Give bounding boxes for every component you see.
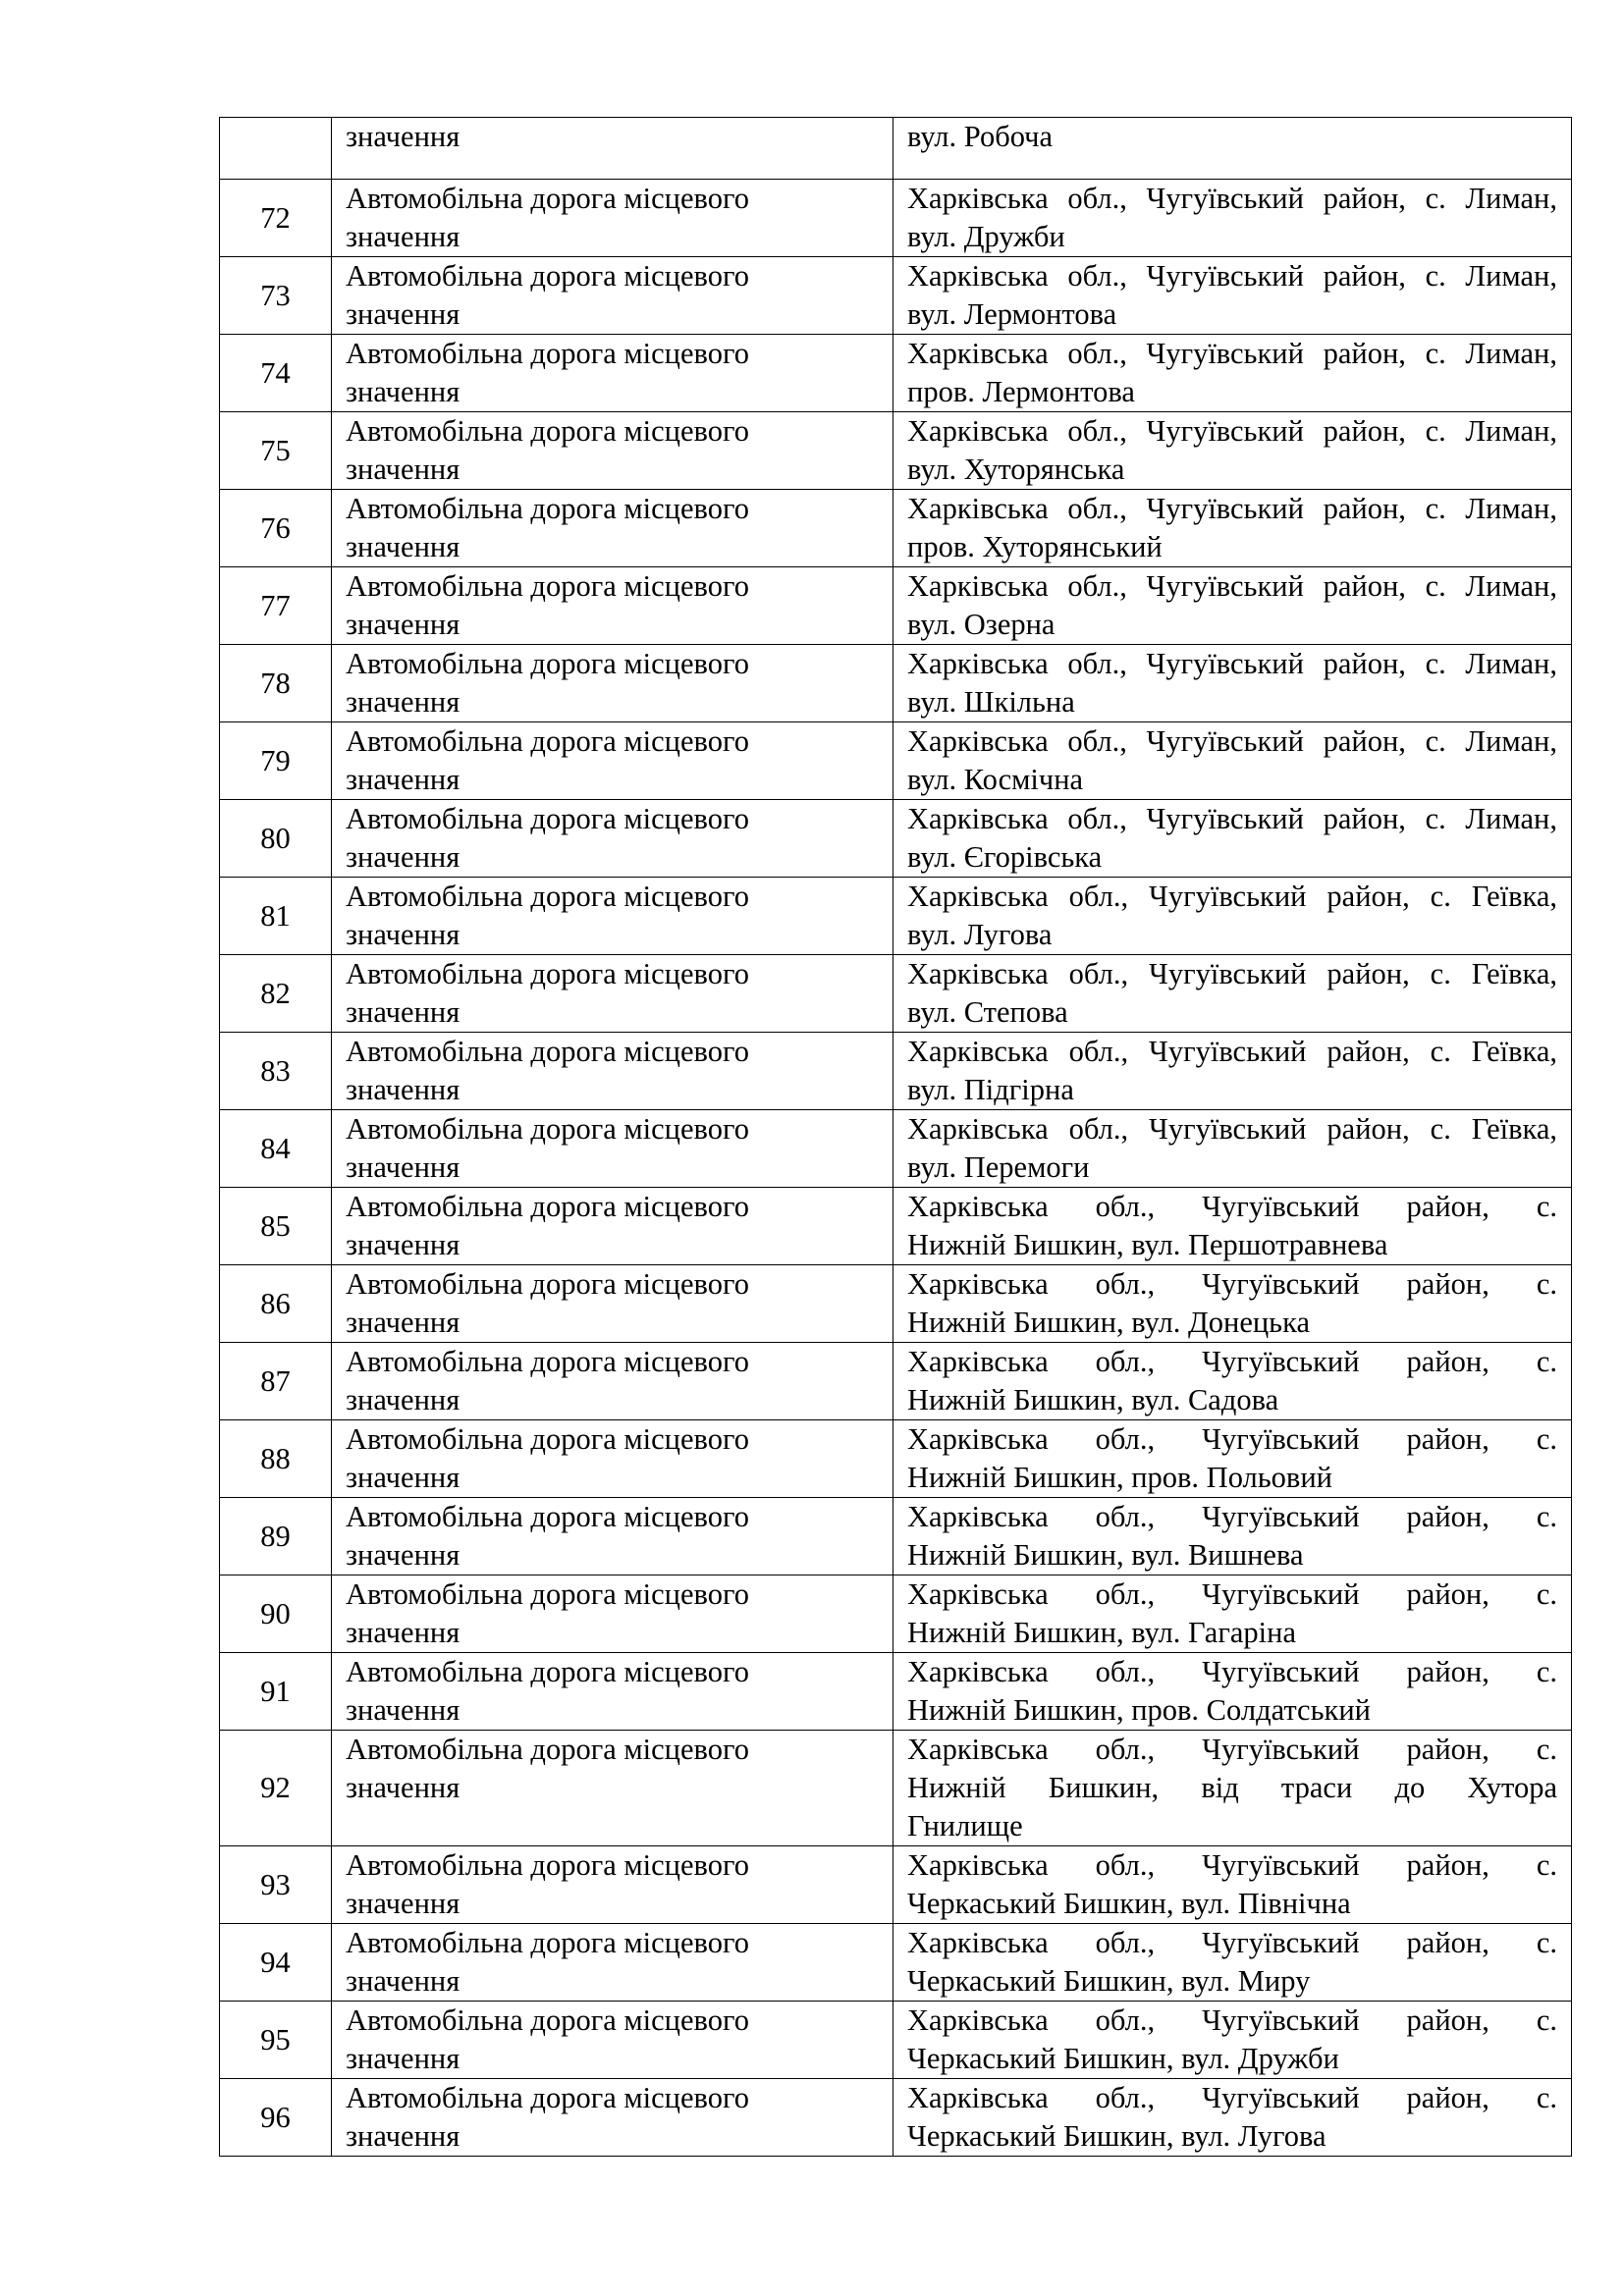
road-address-cell — [893, 1846, 1572, 1924]
address-line: Нижній Бишкин, вул. Гагаріна — [907, 1616, 1296, 1649]
address-line: Харківська обл., Чугуївський район, с. — [907, 1926, 1557, 1959]
road-address-cell — [893, 1343, 1572, 1420]
road-address-cell — [893, 955, 1572, 1033]
address-line: Харківська обл., Чугуївський район, с. Лиман, — [907, 802, 1557, 835]
road-name-line: Автомобільна дорога місцевого — [346, 2081, 749, 2114]
address-line: вул. Шкільна — [907, 685, 1075, 719]
road-name-line: значення — [346, 453, 460, 486]
road-name-line: значення — [346, 1771, 460, 1804]
road-address-cell — [893, 1575, 1572, 1653]
address-line: Харківська обл., Чугуївський район, с. Лиман, — [907, 337, 1557, 370]
table-row — [220, 722, 1572, 800]
address-line: вул. Дружби — [907, 220, 1065, 253]
table-row — [220, 2002, 1572, 2079]
address-line: Черкаський Бишкин, вул. Миру — [907, 1964, 1311, 1998]
road-name-line: Автомобільна дорога місцевого — [346, 492, 749, 525]
address-line: Харківська обл., Чугуївський район, с. — [907, 1345, 1557, 1378]
road-name-line: Автомобільна дорога місцевого — [346, 1655, 749, 1688]
road-name-line: Автомобільна дорога місцевого — [346, 1035, 749, 1068]
road-address-cell — [893, 180, 1572, 257]
table-row — [220, 1265, 1572, 1343]
road-name-cell — [332, 1265, 893, 1343]
road-name-cell — [332, 1653, 893, 1731]
road-name-line: Автомобільна дорога місцевого — [346, 802, 749, 835]
road-name-line: Автомобільна дорога місцевого — [346, 957, 749, 990]
table-row — [220, 800, 1572, 878]
road-name-cell — [332, 1731, 893, 1846]
road-name-line: значення — [346, 1538, 460, 1572]
row-number-cell: 92 — [220, 1731, 332, 1846]
address-line: Харківська обл., Чугуївський район, с. Геївка, — [907, 1035, 1557, 1068]
row-number-cell: 80 — [220, 800, 332, 878]
road-name-line: значення — [346, 1887, 460, 1920]
road-name-cell — [332, 1420, 893, 1498]
table-row — [220, 1731, 1572, 1846]
roads-table-body — [220, 118, 1572, 2157]
road-address-cell — [893, 1265, 1572, 1343]
table-row — [220, 1575, 1572, 1653]
road-name-line: значення — [346, 1616, 460, 1649]
address-line: вул. Підгірна — [907, 1073, 1074, 1106]
road-address-cell — [893, 645, 1572, 722]
road-name-cell — [332, 335, 893, 412]
address-line: Харківська обл., Чугуївський район, с. — [907, 2003, 1557, 2037]
row-number-cell: 86 — [220, 1265, 332, 1343]
table-row — [220, 335, 1572, 412]
address-line: Харківська обл., Чугуївський район, с. Лиман, — [907, 724, 1557, 758]
road-name-cell — [332, 1575, 893, 1653]
road-name-line: значення — [346, 840, 460, 874]
row-number-cell: 82 — [220, 955, 332, 1033]
table-row — [220, 180, 1572, 257]
address-line: Харківська обл., Чугуївський район, с. Лиман, — [907, 182, 1557, 215]
road-name-cell — [332, 955, 893, 1033]
road-name-cell — [332, 2002, 893, 2079]
road-name-line: значення — [346, 1693, 460, 1727]
address-line: Нижній Бишкин, вул. Садова — [907, 1383, 1279, 1416]
address-line: вул. Озерна — [907, 608, 1056, 641]
row-number-cell: 88 — [220, 1420, 332, 1498]
address-line: Харківська обл., Чугуївський район, с. Лиман, — [907, 569, 1557, 603]
road-name-line: значення — [346, 1073, 460, 1106]
row-number-cell: 81 — [220, 878, 332, 955]
row-number-cell: 74 — [220, 335, 332, 412]
address-line: Харківська обл., Чугуївський район, с. — [907, 1500, 1557, 1533]
road-address-cell — [893, 878, 1572, 955]
address-line: Черкаський Бишкин, вул. Лугова — [907, 2119, 1326, 2153]
row-number-cell: 72 — [220, 180, 332, 257]
table-row — [220, 878, 1572, 955]
road-address-cell — [893, 1731, 1572, 1846]
table-row — [220, 1188, 1572, 1265]
road-name-line: Автомобільна дорога місцевого — [346, 724, 749, 758]
road-name-line: значення — [346, 2119, 460, 2153]
table-row — [220, 1343, 1572, 1420]
road-name-cell — [332, 180, 893, 257]
address-line: Харківська обл., Чугуївський район, с. Лиман, — [907, 259, 1557, 293]
address-line: Нижній Бишкин, вул. Першотравнева — [907, 1228, 1388, 1261]
road-name-line: Автомобільна дорога місцевого — [346, 1267, 749, 1301]
address-line: Харківська обл., Чугуївський район, с. — [907, 1422, 1557, 1456]
road-name-line: значення — [346, 2042, 460, 2075]
address-line: Черкаський Бишкин, вул. Північна — [907, 1887, 1351, 1920]
road-address-cell — [893, 1498, 1572, 1575]
road-name-line: значення — [346, 685, 460, 719]
table-row — [220, 490, 1572, 567]
address-line: Нижній Бишкин, пров. Солдатський — [907, 1693, 1371, 1727]
road-name-line: Автомобільна дорога місцевого — [346, 1345, 749, 1378]
table-row — [220, 1110, 1572, 1188]
road-name-cell — [332, 412, 893, 490]
roads-table — [219, 117, 1572, 2157]
address-line: Харківська обл., Чугуївський район, с. — [907, 1577, 1557, 1611]
road-name-cell — [332, 1924, 893, 2002]
address-line: вул. Лугова — [907, 918, 1053, 951]
road-name-line: Автомобільна дорога місцевого — [346, 647, 749, 680]
address-line: Черкаський Бишкин, вул. Дружби — [907, 2042, 1339, 2075]
row-number-cell: 79 — [220, 722, 332, 800]
table-row — [220, 412, 1572, 490]
row-number-cell: 87 — [220, 1343, 332, 1420]
road-name-line: значення — [346, 530, 460, 563]
road-address-cell — [893, 490, 1572, 567]
table-row — [220, 955, 1572, 1033]
road-name-line: значення — [346, 375, 460, 408]
table-row — [220, 645, 1572, 722]
road-address-cell — [893, 1110, 1572, 1188]
road-address-cell — [893, 722, 1572, 800]
road-name-cell — [332, 1033, 893, 1110]
address-line: Харківська обл., Чугуївський район, с. Лиман, — [907, 492, 1557, 525]
address-line: Харківська обл., Чугуївський район, с. Геївка, — [907, 957, 1557, 990]
road-name-line: значення — [346, 297, 460, 331]
address-line: Харківська обл., Чугуївський район, с. — [907, 1655, 1557, 1688]
table-row — [220, 1846, 1572, 1924]
road-name-line: значення — [346, 918, 460, 951]
road-name-cell — [332, 1110, 893, 1188]
road-name-line: значення — [346, 1383, 460, 1416]
address-line: Харківська обл., Чугуївський район, с. Геївка, — [907, 1112, 1557, 1146]
road-name-cell — [332, 490, 893, 567]
road-address-cell — [893, 412, 1572, 490]
road-address-cell — [893, 1420, 1572, 1498]
address-line: вул. Єгорівська — [907, 840, 1103, 874]
road-name-cell — [332, 878, 893, 955]
road-name-line: значення — [346, 608, 460, 641]
road-name-line: Автомобільна дорога місцевого — [346, 1190, 749, 1223]
table-row — [220, 2079, 1572, 2157]
address-line: Харківська обл., Чугуївський район, с. — [907, 1733, 1557, 1766]
road-address-cell — [893, 1653, 1572, 1731]
address-line: пров. Хуторянський — [907, 530, 1163, 563]
address-line: Харківська обл., Чугуївський район, с. Геївка, — [907, 880, 1557, 913]
address-line: Нижній Бишкин, вул. Вишнева — [907, 1538, 1304, 1572]
road-name-line: Автомобільна дорога місцевого — [346, 1926, 749, 1959]
row-number-cell: 78 — [220, 645, 332, 722]
road-address-cell — [893, 118, 1572, 180]
address-line: Харківська обл., Чугуївський район, с. Лиман, — [907, 414, 1557, 448]
road-address-cell — [893, 567, 1572, 645]
road-name-cell — [332, 1498, 893, 1575]
road-name-line: значення — [346, 220, 460, 253]
row-number-cell: 89 — [220, 1498, 332, 1575]
row-number-cell: 85 — [220, 1188, 332, 1265]
road-name-line: Автомобільна дорога місцевого — [346, 182, 749, 215]
road-name-line: значення — [346, 995, 460, 1029]
table-row — [220, 1924, 1572, 2002]
road-name-cell: значення — [332, 118, 893, 180]
road-name-cell — [332, 257, 893, 335]
road-address-cell — [893, 1924, 1572, 2002]
table-row — [220, 1653, 1572, 1731]
road-name-cell — [332, 800, 893, 878]
road-name-line: Автомобільна дорога місцевого — [346, 337, 749, 370]
road-name-line: значення — [346, 1150, 460, 1184]
road-address-cell — [893, 1033, 1572, 1110]
address-line: Харківська обл., Чугуївський район, с. — [907, 2081, 1557, 2114]
address-line: Харківська обл., Чугуївський район, с. Лиман, — [907, 647, 1557, 680]
address-line: Нижній Бишкин, від траси до Хутора — [907, 1771, 1557, 1804]
road-name-line: значення — [346, 763, 460, 796]
road-address-cell — [893, 257, 1572, 335]
row-number-cell: 84 — [220, 1110, 332, 1188]
road-name-line: значення — [346, 1461, 460, 1494]
row-number-cell: 90 — [220, 1575, 332, 1653]
road-name-line: Автомобільна дорога місцевого — [346, 1500, 749, 1533]
road-name-line: значення — [346, 1964, 460, 1998]
road-name-line: значення — [346, 1228, 460, 1261]
road-address-cell — [893, 2079, 1572, 2157]
address-line: вул. Степова — [907, 995, 1068, 1029]
row-number-cell: 93 — [220, 1846, 332, 1924]
road-address-cell — [893, 2002, 1572, 2079]
table-row — [220, 567, 1572, 645]
address-line: вул. Лермонтова — [907, 297, 1117, 331]
address-line: Харківська обл., Чугуївський район, с. — [907, 1848, 1557, 1882]
road-address-cell — [893, 800, 1572, 878]
table-row — [220, 1420, 1572, 1498]
road-name-cell — [332, 722, 893, 800]
table-row-continuation — [220, 118, 1572, 180]
table-row — [220, 1498, 1572, 1575]
road-name-cell — [332, 1846, 893, 1924]
road-name-cell — [332, 2079, 893, 2157]
road-name-line: Автомобільна дорога місцевого — [346, 259, 749, 293]
address-line: Нижній Бишкин, вул. Донецька — [907, 1306, 1310, 1339]
road-name-cell — [332, 1188, 893, 1265]
row-number-cell: 96 — [220, 2079, 332, 2157]
road-name-line: Автомобільна дорога місцевого — [346, 1848, 749, 1882]
road-name-line: Автомобільна дорога місцевого — [346, 1733, 749, 1766]
row-number-cell: 91 — [220, 1653, 332, 1731]
road-name-line: Автомобільна дорога місцевого — [346, 1422, 749, 1456]
road-name-cell — [332, 567, 893, 645]
road-name-line: Автомобільна дорога місцевого — [346, 414, 749, 448]
road-name-line: Автомобільна дорога місцевого — [346, 1112, 749, 1146]
row-number-cell: 94 — [220, 1924, 332, 2002]
address-line: вул. Космічна — [907, 763, 1084, 796]
address-line: Харківська обл., Чугуївський район, с. — [907, 1267, 1557, 1301]
road-name-cell — [332, 1343, 893, 1420]
road-name-line: Автомобільна дорога місцевого — [346, 569, 749, 603]
road-address-cell — [893, 335, 1572, 412]
row-number-cell: 95 — [220, 2002, 332, 2079]
row-number-cell: 75 — [220, 412, 332, 490]
road-name-line: Автомобільна дорога місцевого — [346, 1577, 749, 1611]
road-name-cell — [332, 645, 893, 722]
address-line: Харківська обл., Чугуївський район, с. — [907, 1190, 1557, 1223]
address-line: Гнилище — [907, 1809, 1023, 1842]
address-line: вул. Хуторянська — [907, 453, 1125, 486]
road-address-cell — [893, 1188, 1572, 1265]
table-row — [220, 257, 1572, 335]
row-number-cell: 77 — [220, 567, 332, 645]
row-number-cell: 76 — [220, 490, 332, 567]
address-line: Нижній Бишкин, пров. Польовий — [907, 1461, 1332, 1494]
row-number-cell: 73 — [220, 257, 332, 335]
row-number-cell — [220, 118, 332, 180]
row-number-cell: 83 — [220, 1033, 332, 1110]
road-name-line: Автомобільна дорога місцевого — [346, 880, 749, 913]
road-name-line: значення — [346, 1306, 460, 1339]
address-line: вул. Робоча — [907, 120, 1054, 153]
address-line: вул. Перемоги — [907, 1150, 1090, 1184]
table-row — [220, 1033, 1572, 1110]
address-line: пров. Лермонтова — [907, 375, 1135, 408]
road-name-line: Автомобільна дорога місцевого — [346, 2003, 749, 2037]
